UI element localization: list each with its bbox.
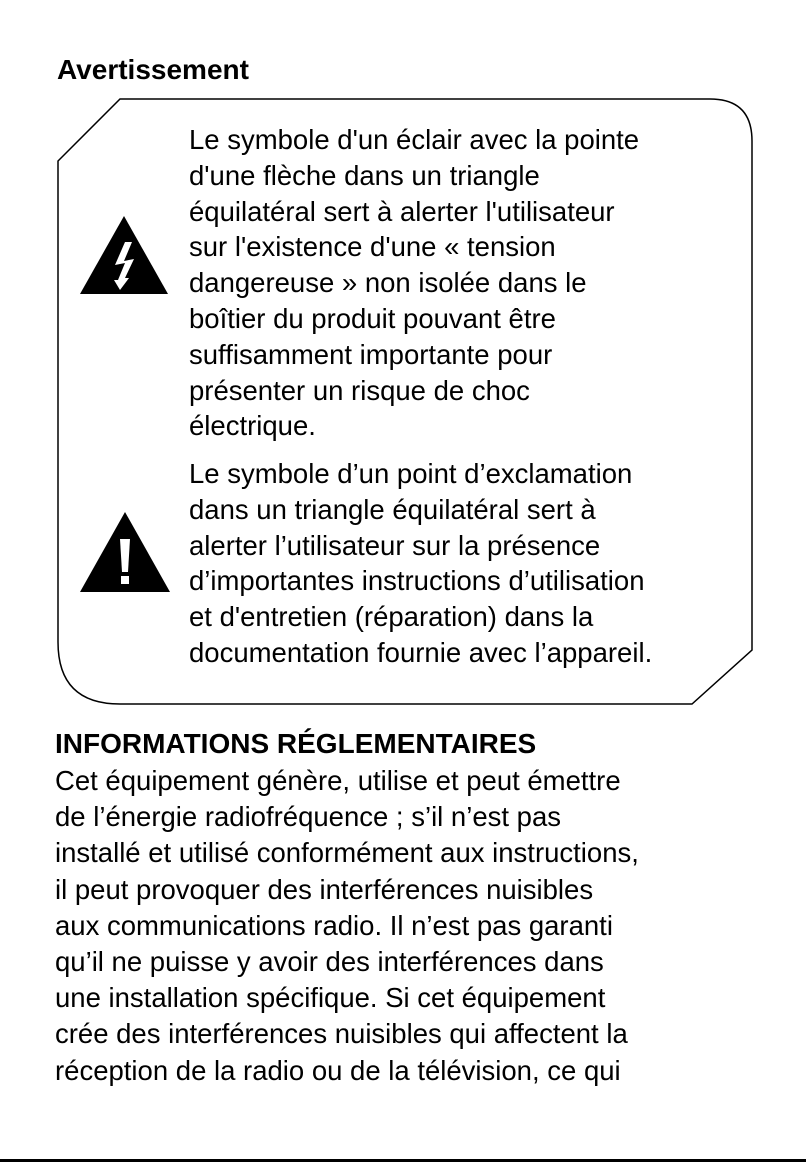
regulatory-title: INFORMATIONS RÉGLEMENTAIRES: [55, 728, 537, 759]
lightning-warning-icon: [80, 216, 168, 294]
regulatory-text: Cet équipement génère, utilise et peut émettre de l’énergie radiofréquence ; s’il n’est pas installé et utilisé conformément aux instructions, il peut provoquer des interférences nuisibles aux communications radio. Il n’est pas garanti qu’il ne puisse y avoir des interférences dans une installation spécifique. Si cet équipement crée des interférences nuisibles qui affectent la réception de la radio ou de la télévision, ce qui: [55, 765, 639, 1086]
warning-heading: Avertissement: [57, 54, 249, 85]
exclamation-warning-text: Le symbole d’un point d’exclamation dans un triangle équilatéral sert à alerter l’utilisateur sur la présence d’importantes instructions d’utilisation et d'entretien (réparation) dans la documentation fournie avec l’appareil.: [189, 458, 653, 668]
lightning-warning-text: Le symbole d'un éclair avec la pointe d'une flèche dans un triangle équilatéral sert à alerter l'utilisateur sur l'existence d'une « tension dangereuse » non isolée dans le boîtier du produit pouvant être suffisamment importante pour présenter un risque de choc électrique.: [189, 124, 640, 442]
page-bottom-rule: [0, 1159, 806, 1162]
exclamation-warning-icon: [80, 512, 170, 592]
